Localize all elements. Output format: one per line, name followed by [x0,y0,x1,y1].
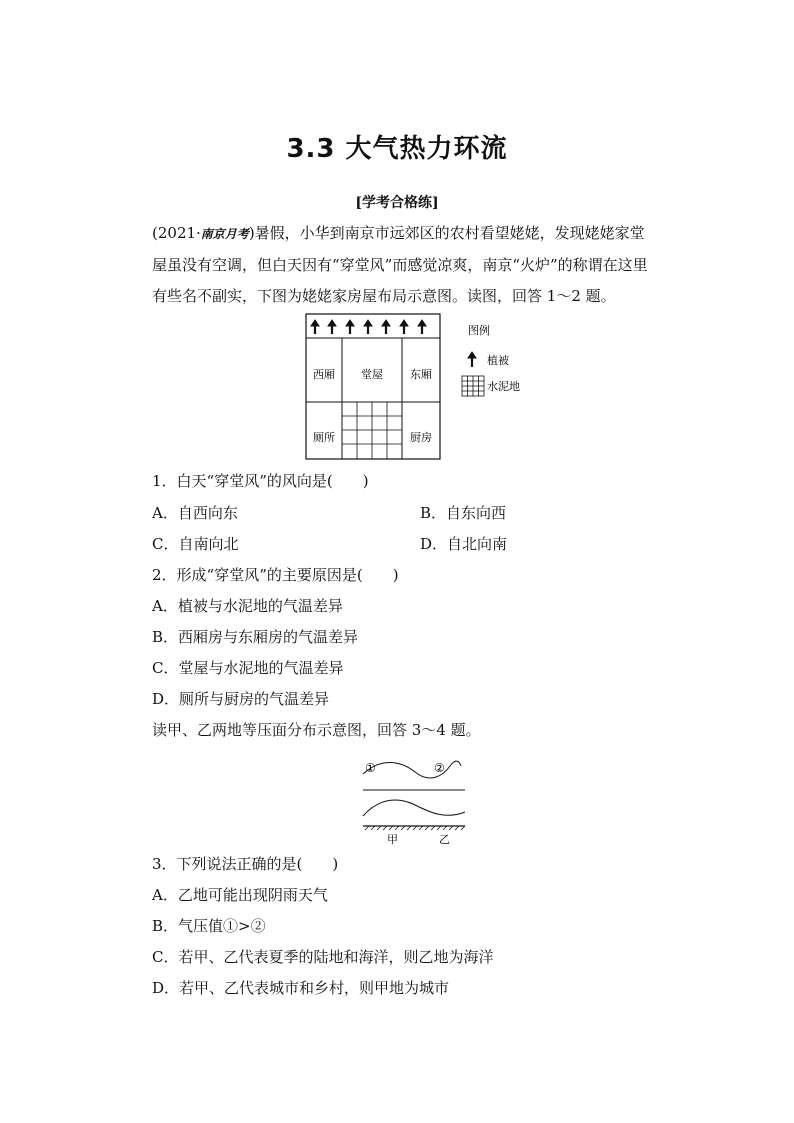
q1-option-d: D．自北向南 [420,535,508,553]
legend-vegetation: 植被 [487,354,509,367]
source-prefix: (2021· [152,224,201,242]
tree-arrow-icon [364,320,372,334]
concrete-grid [342,402,402,459]
place-yi-label: 乙 [439,833,450,846]
q1-option-b: B．自东向西 [420,504,507,522]
tree-arrow-icon [418,320,426,334]
intro-paragraph [152,218,652,312]
room-west: 西厢 [313,368,335,381]
room-east: 东厢 [410,368,432,381]
q2-option-a: A．植被与水泥地的气温差异 [152,597,343,615]
concrete-legend-icon [462,376,484,396]
q1-option-a: A．自西向东 [152,504,238,522]
tree-arrow-icon [328,320,336,334]
legend [462,323,520,396]
legend-concrete: 水泥地 [487,380,520,393]
section-heading: [学考合格练] [355,195,439,211]
q3-option-d: D．若甲、乙代表城市和乡村，则甲地为城市 [152,979,450,997]
tree-arrow-icon [400,320,408,334]
legend-title: 图例 [468,324,490,337]
room-kitchen: 厨房 [410,431,432,444]
isobar-figure [355,756,475,848]
house-layout-figure [300,312,540,464]
intro-text: 暑假，小华到南京市远郊区的农村看望姥姥，发现姥姥家堂屋虽没有空调，但白天因有“穿堂风”而感觉凉爽，南京“火炉”的称谓在这里有些名不副实，下图为姥姥家房屋布局示意图。读图，回答 1～2 题。 [152,224,648,305]
q3-stem: 3．下列说法正确的是( ) [152,855,339,873]
source-tag: 南京月考 [200,227,249,241]
source-suffix: ) [248,224,255,242]
place-jia-label: 甲 [387,833,398,846]
q2-stem: 2．形成“穿堂风”的主要原因是( ) [152,566,399,584]
tree-arrow-icon [311,320,319,334]
q3-option-c: C．若甲、乙代表夏季的陆地和海洋，则乙地为海洋 [152,948,494,966]
house-plan [306,314,440,459]
q2-option-d: D．厕所与厨房的气温差异 [152,690,330,708]
vegetation-arrows [311,320,426,334]
page-title: 3.3 大气热力环流 [286,134,508,164]
room-hall: 堂屋 [361,368,383,381]
point-1-label: ① [365,761,376,775]
q3-option-b: B．气压值①>② [152,917,266,935]
q34-intro: 读甲、乙两地等压面分布示意图，回答 3～4 题。 [152,721,481,739]
q1-option-c: C．自南向北 [152,535,239,553]
q2-option-b: B．西厢房与东厢房的气温差异 [152,628,359,646]
tree-arrow-icon [346,320,354,334]
q3-option-a: A．乙地可能出现阴雨天气 [152,886,328,904]
q1-stem: 1．白天“穿堂风”的风向是( ) [152,472,369,490]
vegetation-legend-icon [468,352,476,367]
lower-isobar-curve [363,800,465,816]
room-toilet: 厕所 [313,431,335,444]
point-2-label: ② [434,761,445,775]
q2-option-c: C．堂屋与水泥地的气温差异 [152,659,344,677]
upper-isobar-curve [363,761,461,778]
tree-arrow-icon [382,320,390,334]
